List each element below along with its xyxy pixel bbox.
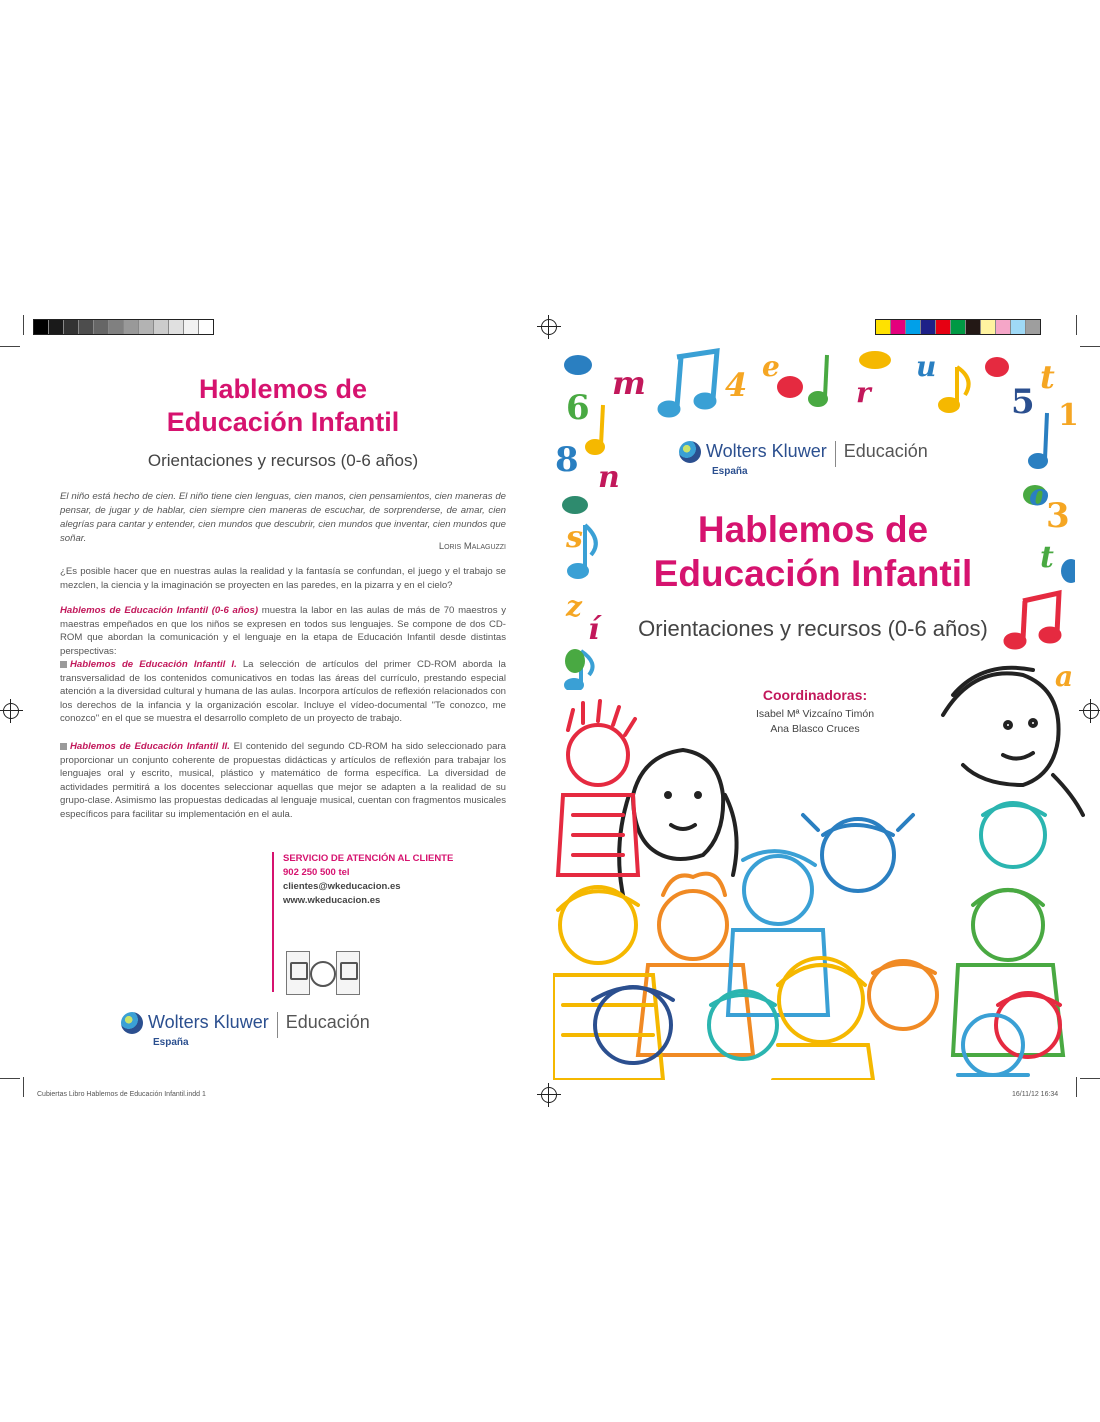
coordinator-name: Isabel Mª Vizcaíno Timón xyxy=(755,708,875,720)
back-title-line1: Hablemos de xyxy=(198,374,368,404)
certification-env-icon xyxy=(336,951,360,995)
child-figure xyxy=(869,961,937,1029)
certification-seal-icon xyxy=(310,961,336,987)
crop-mark xyxy=(0,346,20,347)
bullet-cd1 xyxy=(60,658,506,726)
crop-mark xyxy=(23,315,24,335)
front-title-line1: Hablemos de xyxy=(697,509,929,550)
front-subtitle: Orientaciones y recursos (0-6 años) xyxy=(638,616,988,641)
logo-name: Wolters Kluwer xyxy=(706,441,827,461)
child-figure xyxy=(638,874,753,1055)
child-figure xyxy=(709,991,777,1059)
deco-number: 5 xyxy=(1011,382,1035,422)
deco-letter: z xyxy=(566,590,582,623)
deco-letter: m xyxy=(612,364,646,402)
back-title-line2: Educación Infantil xyxy=(166,407,400,437)
child-figure xyxy=(593,987,673,1063)
bullet-cd1-text: La selección de artículos del primer CD-ROM aborda la transversalidad de los contenidos comunicativos en todas las áreas del currículo, prestando especial atención a la diversidad cultural y humana de las aulas. Incorpora artículos de reflexión relacionados con los derechos de la infancia y la organización escolar. Incluye el vídeo-documental "Te conozco, me conozco" en el que se muestra el desarrollo completo de un proyecto de trabajo. xyxy=(60,659,506,724)
music-note-icon xyxy=(810,355,827,405)
back-title xyxy=(60,373,506,439)
deco-number: 6 xyxy=(566,388,590,428)
bullet-cd2-text: El contenido del segundo CD-ROM ha sido seleccionado para proporcionar un conjunto coherente de propuestas didácticas y artículos de reflexión para trabajar los lenguajes oral y escrito, musical, plástico y matemático de forma específica. La diversidad de actividades permitirá a los docentes seleccionar aquellas que mejor se adapten a la realidad de su grupo-clase. Asimismo las propuestas dedicadas al lenguaje musical, cuentan con fragmentos musicales específicos para facilitar su implementación en el aula. xyxy=(60,741,506,820)
paint-dab xyxy=(777,376,803,398)
deco-letter: e xyxy=(762,350,780,383)
deco-number: 1 xyxy=(1058,398,1079,433)
coordinator-name: Ana Blasco Cruces xyxy=(770,723,860,735)
phone: 902 250 500 tel xyxy=(283,867,350,878)
wolters-kluwer-globe-icon xyxy=(679,441,701,463)
logo-division: Educación xyxy=(843,441,928,461)
children-illustration xyxy=(553,655,1085,1080)
child-figure xyxy=(773,958,873,1080)
adult-figure xyxy=(943,668,1083,815)
color-bar xyxy=(875,319,1041,335)
deco-letter: n xyxy=(598,460,620,495)
deco-letter: í xyxy=(588,612,600,647)
email: clientes@wkeducacion.es xyxy=(283,881,401,892)
description-highlight: Hablemos de Educación Infantil (0-6 años) xyxy=(60,605,259,616)
deco-number: 4 xyxy=(725,366,748,404)
bullet-cd2 xyxy=(60,740,506,821)
registration-mark xyxy=(541,1087,557,1103)
customer-service-heading: SERVICIO DE ATENCIÓN AL CLIENTE xyxy=(283,853,454,864)
quote-author: Loris Malaguzzi xyxy=(438,541,506,552)
child-figure xyxy=(558,701,638,875)
front-title-line2: Educación Infantil xyxy=(653,553,973,594)
front-logo xyxy=(679,441,928,467)
child-figure xyxy=(803,815,913,891)
deco-letter: a xyxy=(1055,660,1074,693)
music-note-icon xyxy=(660,351,717,415)
website: www.wkeducacion.es xyxy=(283,895,381,906)
deco-letter: r xyxy=(856,376,871,409)
music-note-icon xyxy=(940,367,969,411)
paint-dab xyxy=(564,355,592,375)
footer-timestamp: 16/11/12 16:34 xyxy=(1012,1091,1059,1098)
child-figure xyxy=(958,1015,1028,1075)
crop-mark xyxy=(1076,315,1077,335)
child-figure xyxy=(996,993,1060,1057)
deco-number: 8 xyxy=(555,440,579,480)
child-figure xyxy=(953,890,1063,1055)
crop-mark xyxy=(23,1077,24,1097)
logo-name: Wolters Kluwer xyxy=(148,1012,269,1032)
deco-number: 3 xyxy=(1046,496,1070,536)
registration-mark xyxy=(3,703,19,719)
description-text: muestra la labor en las aulas de más de 70 maestros y maestras empeñados en que los niños se expresen en todos sus lenguajes. Se compone de dos CD-ROM que abordan la comunicación y el lenguaje en la etapa de Educación Infantil desde distintas perspectivas: xyxy=(60,605,506,657)
logo-country: España xyxy=(712,466,748,477)
crop-mark xyxy=(0,1078,20,1079)
deco-letter: s xyxy=(566,520,583,555)
bullet-cd2-highlight: Hablemos de Educación Infantil II. xyxy=(70,741,230,752)
intro-paragraph: ¿Es posible hacer que en nuestras aulas la realidad y la fantasía se confundan, el juego y el trabajo se mezclen, la ciencia y la imaginación se proyecten en las paredes, en la pizarra y en el cielo? xyxy=(60,566,506,591)
crop-mark xyxy=(1080,346,1100,347)
deco-letter: t xyxy=(1040,358,1055,396)
logo-country: España xyxy=(153,1037,189,1048)
crop-mark xyxy=(1076,1077,1077,1097)
registration-mark xyxy=(1083,703,1099,719)
registration-mark xyxy=(541,319,557,335)
footer-filename: Cubiertas Libro Hablemos de Educación Infantil.indd 1 xyxy=(37,1091,206,1098)
deco-letter: o xyxy=(1029,478,1050,513)
deco-letter: t xyxy=(1040,540,1054,575)
paint-dab xyxy=(859,351,891,369)
child-figure xyxy=(981,803,1045,867)
certification-iso-icon xyxy=(286,951,310,995)
logo-division: Educación xyxy=(285,1012,370,1032)
deco-letter: u xyxy=(916,350,937,383)
grayscale-bar xyxy=(33,319,214,335)
description-paragraph xyxy=(60,604,506,658)
coordinators-heading: Coordinadoras: xyxy=(762,687,868,703)
bullet-square-icon xyxy=(60,743,67,750)
wolters-kluwer-globe-icon xyxy=(121,1012,143,1034)
bullet-square-icon xyxy=(60,661,67,668)
front-title xyxy=(553,508,1073,596)
bullet-cd1-highlight: Hablemos de Educación Infantil I. xyxy=(70,659,237,670)
back-subtitle: Orientaciones y recursos (0-6 años) xyxy=(147,451,419,470)
quote: El niño está hecho de cien. El niño tiene cien lenguas, cien manos, cien pensamientos, cien maneras de pensar, de jugar y de hablar, cien siempre cien maneras de escuchar, de sorprenderse, de amar, cien alegrías para cantar y entender, cien mundos que descubrir, cien mundos que inventar, cien mundos que soñar. xyxy=(60,491,506,544)
back-logo xyxy=(121,1012,370,1038)
paint-dab xyxy=(985,357,1009,377)
